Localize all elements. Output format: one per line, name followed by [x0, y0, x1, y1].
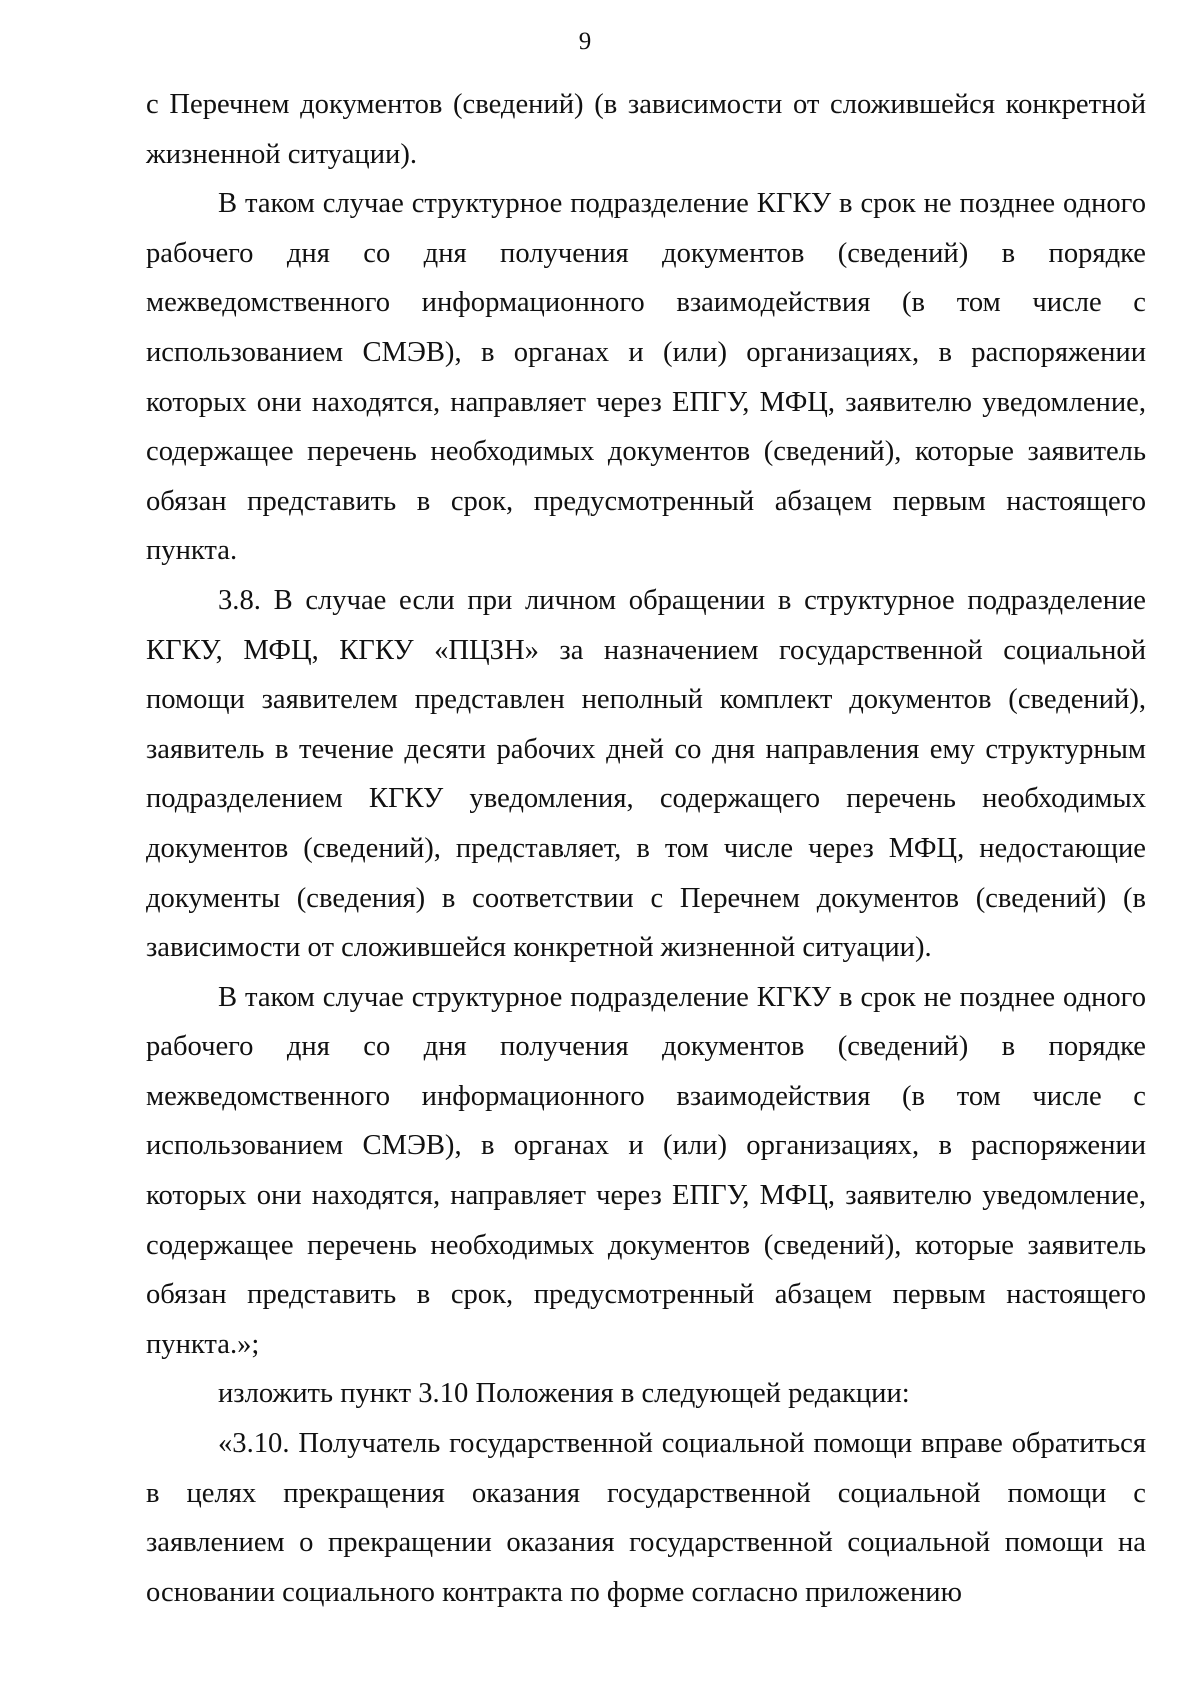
paragraph-clause-3-8: 3.8. В случае если при личном обращении в структурное подразделение КГКУ, МФЦ, КГКУ «ПЦЗН» за назначением государственной социальной помощи заявителем представлен неполный комплект документов (сведений), заявитель в течение десяти рабочих дней со дня направления ему структурным подразделением КГКУ уведомления, содержащего перечень необходимых документов (сведений), представляет, в том числе через МФЦ, недостающие документы (сведения) в соответствии с Перечнем документов (сведений) (в зависимости от сложившейся конкретной жизненной ситуации).	[146, 584, 1146, 964]
paragraph-notification-1: В таком случае структурное подразделение КГКУ в срок не позднее одного рабочего дня со дня получения документов (сведений) в порядке межведомственного информационного взаимодействия (в том числе с использованием СМЭВ), в органах и (или) организациях, в распоряжении которых они находятся, направляет через ЕПГУ, МФЦ, заявителю уведомление, содержащее перечень необходимых документов (сведений), которые заявитель обязан представить в срок, предусмотренный абзацем первым настоящего пункта.	[146, 188, 1146, 567]
paragraph-clause-3-10: «3.10. Получатель государственной социальной помощи вправе обратиться в целях прекращения оказания государственной социальной помощи с заявлением о прекращении оказания государственной социальной помощи на основании социального контракта по форме согласно приложению	[146, 1428, 1146, 1608]
paragraph-notification-2: В таком случае структурное подразделение КГКУ в срок не позднее одного рабочего дня со дня получения документов (сведений) в порядке межведомственного информационного взаимодействия (в том числе с использованием СМЭВ), в органах и (или) организациях, в распоряжении которых они находятся, направляет через ЕПГУ, МФЦ, заявителю уведомление, содержащее перечень необходимых документов (сведений), которые заявитель обязан представить в срок, предусмотренный абзацем первым настоящего пункта.»;	[146, 981, 1146, 1360]
page-number: 9	[578, 28, 592, 55]
document-body	[146, 80, 1146, 1617]
paragraph-continuation: с Перечнем документов (сведений) (в зависимости от сложившейся конкретной жизненной ситуации).	[146, 89, 1146, 170]
paragraph-amendment-instruction: изложить пункт 3.10 Положения в следующей редакции:	[218, 1378, 910, 1410]
